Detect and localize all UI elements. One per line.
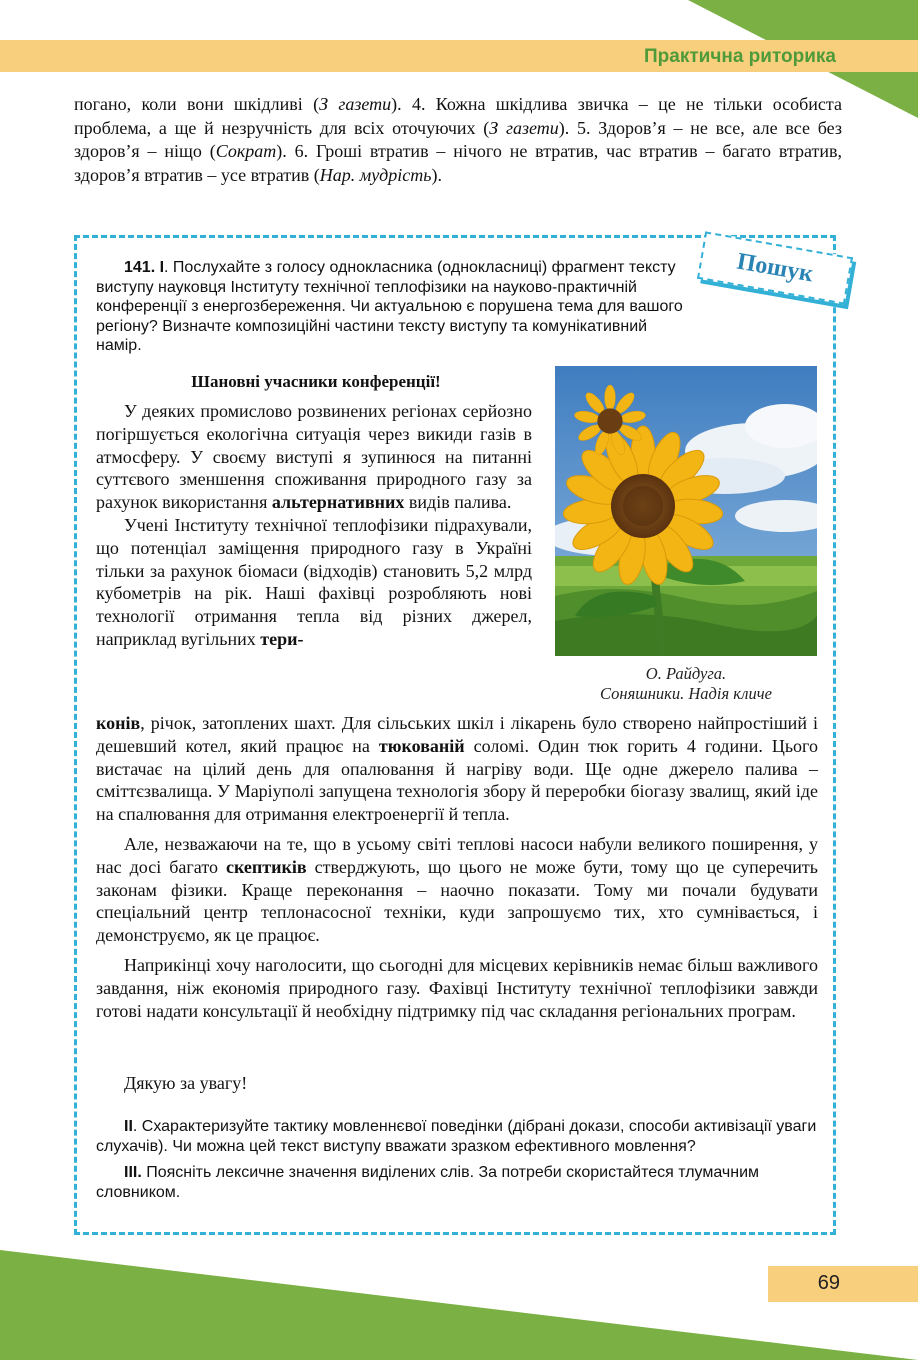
intro-source: Сократ: [215, 141, 277, 161]
intro-source: З газети: [489, 117, 559, 138]
highlighted-word: конів: [96, 713, 141, 733]
speech-paragraph-1: У деяких промислово розвинених регіонах серйозно погіршується екологічна ситуація через викиди газів в атмосферу. У своєму виступі я зупинюся на питанні суттєвого зменшення споживання природного газу за рахунок використання альтернативних видів палива.: [96, 401, 532, 513]
intro-text: ). 4. Кожна шкідлива звичка – це не тільки особиста проблема, а ще й незручність для всіх оточуючих (: [74, 94, 842, 138]
intro-source: З газети: [319, 94, 392, 114]
speech-paragraph-2: Учені Інституту технічної теплофізики підрахували, що потенціал заміщення природного газу в Україні тільки за рахунок біомаси (відходів) становить 5,2 млрд кубометрів на рік. Наші фахівці розробляють нові технології отримання тепла від різних джерел, наприклад вугільних тери-: [96, 514, 532, 649]
section-title: Практична риторика: [644, 46, 836, 67]
intro-text: ).: [431, 164, 442, 185]
highlighted-word: тери-: [260, 628, 304, 649]
intro-paragraph: [74, 93, 842, 187]
task-ii: II. Схарактеризуйте тактику мовленнєвої поведінки (дібрані докази, способи активізації уваги слухачів). Чи можна цей текст виступу вважати зразком ефективного мовлення?: [96, 1118, 817, 1155]
task-number: 141. I: [124, 259, 165, 276]
intro-text: ). 5. Здоров’я – не все, але все без здоров’я – ніщо (: [74, 117, 842, 161]
page-number-band: [768, 1266, 918, 1302]
intro-text: погано, коли вони шкідливі (: [74, 94, 320, 114]
follow-up-tasks: [96, 1117, 818, 1209]
highlighted-word: скептиків: [226, 856, 307, 877]
task-iii: III. Поясніть лексичне значення виділених слів. За потреби скористайтеся тлумачним словником.: [96, 1164, 760, 1201]
caption-title: Соняшники. Надія кличе: [600, 684, 772, 703]
page-number: 69: [817, 1272, 840, 1294]
highlighted-word: тюкованій: [378, 735, 465, 756]
speech-closing: Дякую за увагу!: [124, 1073, 248, 1093]
intro-text: ). 6. Гроші втратив – нічого не втратив, час втратив – багато втратив, здоров’я втратив – усе втратив (: [74, 141, 842, 185]
painting-caption: [555, 664, 817, 704]
speech-paragraph-3: Але, незважаючи на те, що в усьому світі теплові насоси набули великого поширення, у нас досі багато скептиків стверджують, що цього не може бути, тому що це суперечить законам фізики. Краще переконання – наочно показати. Тому ми почали будувати спеціальний центр теплонасосної техніки, куди запрошуємо тих, хто сумнівається, і демонструємо, як це працює.: [96, 833, 819, 946]
speech-paragraph-4: Наприкінці хочу наголосити, що сьогодні для місцевих керівників немає більш важливого завдання, ніж економія природного газу. Фахівці Інституту технічної теплофізики завжди готові надати консультації й необхідну підтримку під час складання регіональних програм.: [96, 954, 818, 1021]
intro-source: Нар. мудрість: [319, 164, 432, 185]
sunflower-painting: [555, 366, 817, 656]
highlighted-word: альтернативних: [271, 492, 405, 513]
speech-text-full: [96, 712, 818, 1022]
caption-author: О. Райдуга.: [645, 664, 727, 683]
sunflower-painting-image: [555, 366, 817, 656]
search-tag-label: Пошук: [735, 248, 816, 287]
speech-paragraph-2-cont: конів, річок, затоплених шахт. Для сільських шкіл і лікарень було створено найпростіший і дешевший котел, який працює на тюкованій соломі. Один тюк горить 4 години. Цього вистачає на цілий день для опалювання й нагріву води. Ще одне джерело палива – сміттєзвалища. У Маріуполі запущена технологія збору й переробки біогазу звалищ, який іде на спалювання для отримання електроенергії й тепла.: [96, 713, 818, 825]
task-instruction: [96, 258, 684, 356]
speech-title: Шановні учасники конференції!: [191, 372, 441, 391]
task-text: . Послухайте з голосу однокласника (однокласниці) фрагмент тексту виступу науковця Інституту технічної теплофізики на науково-практичній конференції з енергозбереження. Чи актуальною є порушена тема для вашого регіону? Визначте композиційні частини тексту виступу та комунікативний намір.: [96, 259, 683, 354]
speech-text-column: [96, 400, 532, 651]
